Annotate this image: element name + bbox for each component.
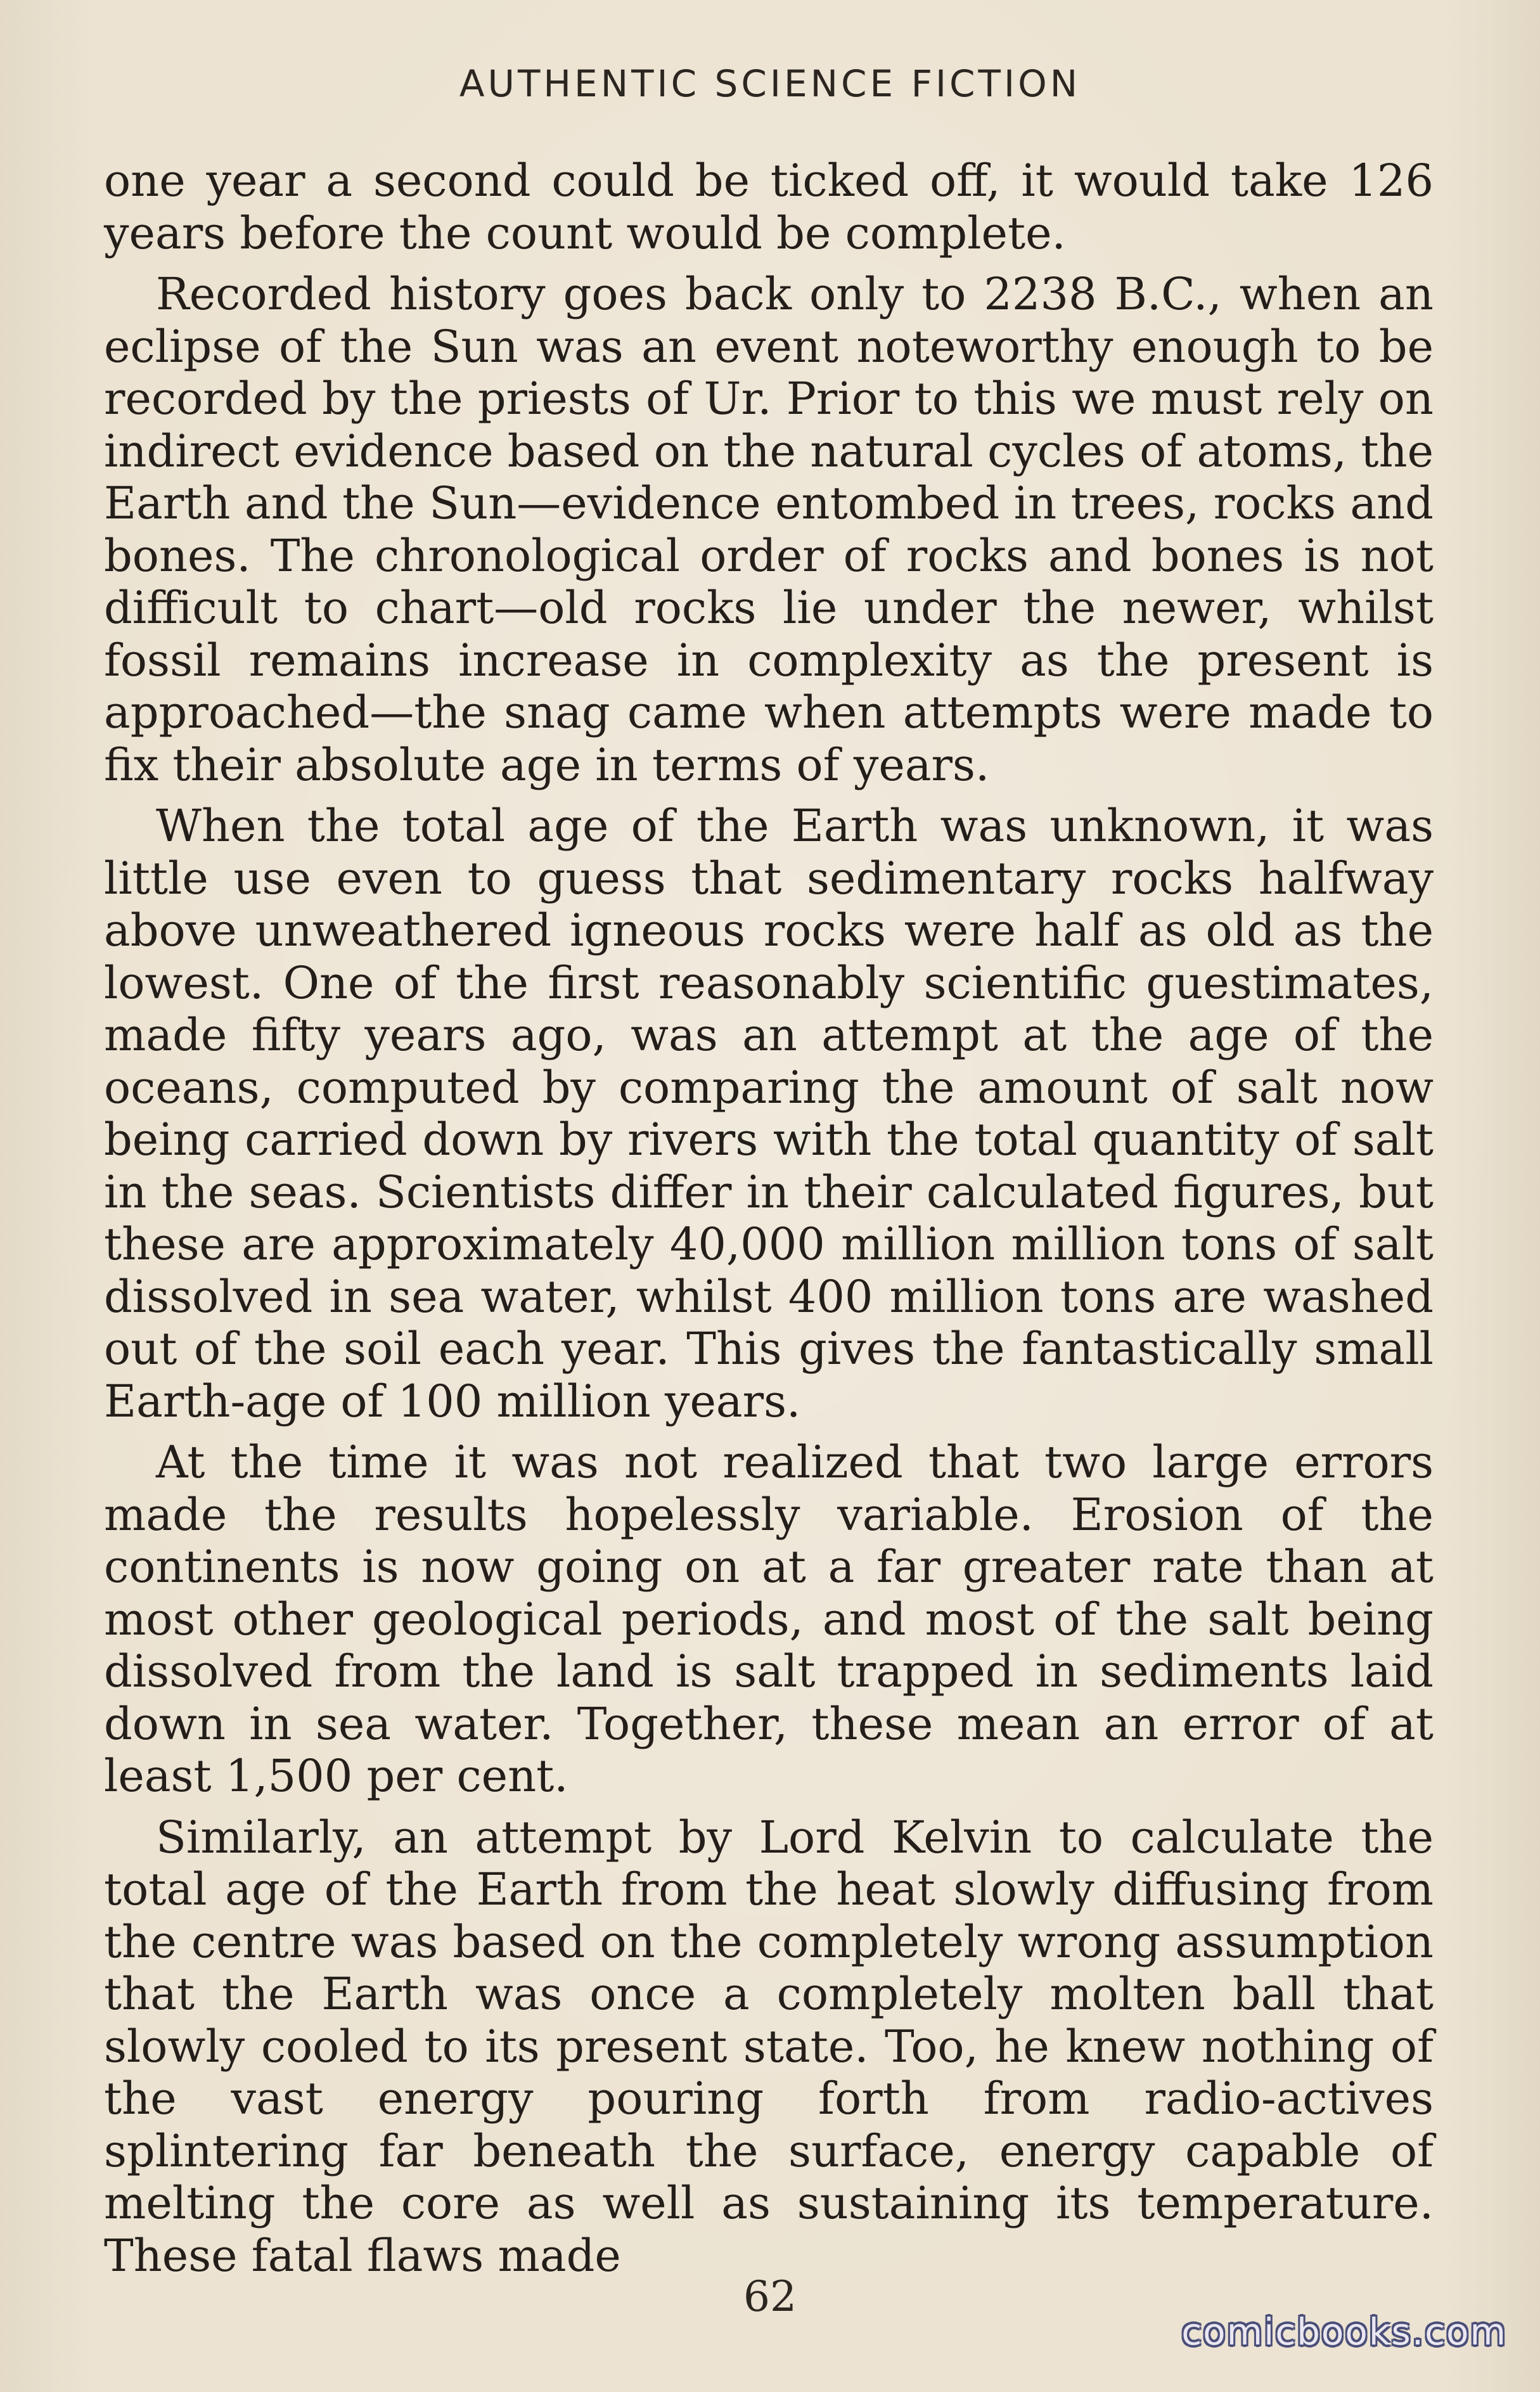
body-text [104,155,1434,2291]
running-head: AUTHENTIC SCIENCE FICTION [459,62,1081,105]
paragraph-recorded-history: Recorded history goes back only to 2238 B.C., when an eclipse of the Sun was an event noteworthy enough to be recorded by the priests of Ur. Prior to this we must rely on indirect evidence based on the natural cycles of atoms, the Earth and the Sun—evidence entombed in trees, rocks and bones. The chronological order of rocks and bones is not difficult to chart—old rocks lie under the newer, whilst fossil remains increase in complexity as the present is approached—the snag came when attempts were made to fix their absolute age in terms of years. [104,268,1434,791]
paragraph-errors: At the time it was not realized that two large errors made the results hopelessly variable. Erosion of the continents is now going on at a far greater rate than at most other geological periods, and most of the salt being dissolved from the land is salt trapped in sediments laid down in sea water. Together, these mean an error of at least 1,500 per cent. [104,1436,1434,1802]
watermark-logo: comicbooks.com [1181,2310,1507,2353]
paragraph-continued: one year a second could be ticked off, it would take 126 years before the count would be complete. [104,155,1434,259]
page-number: 62 [743,2272,797,2321]
paragraph-lord-kelvin: Similarly, an attempt by Lord Kelvin to calculate the total age of the Earth from the heat slowly diffusing from the centre was based on the completely wrong assumption that the Earth was once a completely molten ball that slowly cooled to its present state. Too, he knew nothing of the vast energy pouring forth from radio-actives splintering far beneath the surface, energy capable of melting the core as well as sustaining its temperature. These fatal flaws made [104,1811,1434,2282]
paragraph-total-age: When the total age of the Earth was unknown, it was little use even to guess that sedimentary rocks halfway above unweathered igneous rocks were half as old as the lowest. One of the first reasonably scientific guestimates, made fifty years ago, was an attempt at the age of the oceans, computed by comparing the amount of salt now being carried down by rivers with the total quantity of salt in the seas. Scientists differ in their calculated figures, but these are approximately 40,000 million million tons of salt dissolved in sea water, whilst 400 million tons are washed out of the soil each year. This gives the fantastically small Earth-age of 100 million years. [104,800,1434,1427]
